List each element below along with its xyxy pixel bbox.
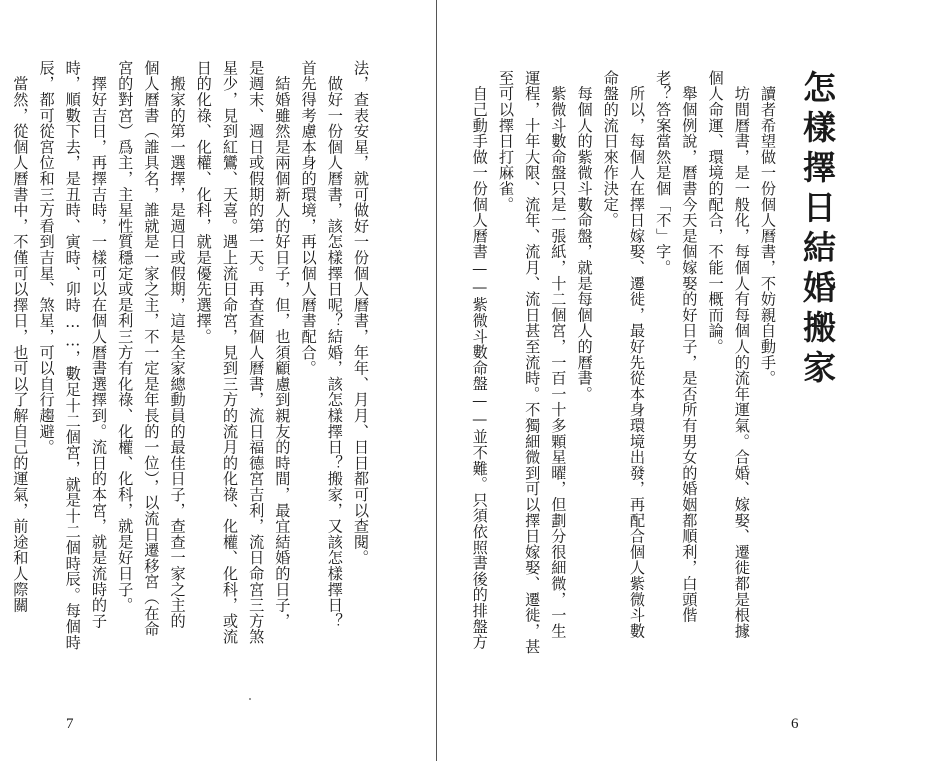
text-line: 命盤的流日來作決定。 <box>601 70 620 228</box>
text-line: 日的化祿、化權、化科，就是優先選擇。 <box>194 60 213 345</box>
text-line: 首先得考慮本身的環境，再以個人曆書配合。 <box>299 60 318 376</box>
text-line: 紫微斗數命盤只是一張紙，十二個宮，一百一十多顆星曜，但劃分很細微，一生 <box>549 70 568 639</box>
left-page <box>0 0 436 761</box>
page-number-right: 6 <box>791 716 799 732</box>
text-line: 自己動手做一份個人曆書——紫微斗數命盤——並不難。只須依照書後的排盤方 <box>470 70 489 650</box>
left-page-body-text <box>7 60 374 700</box>
text-line: 所以，每個人在擇日嫁娶、遷徙，最好先從本身環境出發，再配合個人紫微斗數 <box>627 70 646 639</box>
text-line: 擇好吉日，再擇吉時，一樣可以在個人曆書選擇到。流日的本宮，就是流時的子 <box>89 60 108 629</box>
text-line: 運程，十年大限、流年、流月、流日甚至流時。不獨細微到可以擇日嫁娶、遷徙，甚 <box>523 70 542 655</box>
text-line: 是週末、週日或假期的第一天。再查查個人曆書，流日福德宮吉利，流日命宮三方煞 <box>247 60 266 645</box>
text-line: 法，查表安星，就可做好一份個人曆書，年年、月月、日日都可以查閱。 <box>352 60 370 566</box>
chapter-title: 怎樣擇日結婚搬家 <box>798 70 837 390</box>
text-line: 舉個例說，曆書今天是個嫁娶的好日子，是否所有男女的婚姻都順利，白頭偕 <box>680 70 699 623</box>
text-line: 當然，從個人曆書中，不僅可以擇日，也可以了解自己的運氣，前途和人際關 <box>11 60 30 613</box>
text-line: 做好一份個人曆書，該怎樣擇日呢？結婚，該怎樣擇日？搬家，又該怎樣擇日？ <box>325 60 344 629</box>
right-page-body-text <box>467 70 845 710</box>
text-line: 個人曆書（誰具名，誰就是一家之主，不一定是年長的一位），以流日遷移宮（在命 <box>142 60 161 637</box>
text-line: 搬家的第一選擇，是週日或假期，這是全家總動員的最佳日子，查查一家之主的 <box>168 60 187 629</box>
text-line: 個人命運、環境的配合，不能一概而論。 <box>706 70 725 355</box>
text-line: 時，順數下去，是丑時、寅時、卯時……，數足十二個宮，就是十二個時辰。每個時 <box>63 60 82 651</box>
text-line: 辰，都可從宮位和三方看到吉星、煞星，可以自行趨避。 <box>37 60 56 455</box>
scan-speck <box>249 698 251 700</box>
text-line: 讀者希望做一份個人曆書，不妨親自動手。 <box>759 70 777 386</box>
text-line: 每個人的紫微斗數命盤，就是每個人的曆書。 <box>575 70 594 402</box>
text-line: 結婚雖然是兩個新人的好日子，但，也須顧慮到親友的時間，最宜結婚的日子， <box>273 60 292 629</box>
text-line: 星少，見到紅鸞、天喜。遇上流日命宮，見到三方的流月的化祿、化權、化科，或流 <box>220 60 239 645</box>
right-page <box>437 0 927 761</box>
text-line: 老？答案當然是個「不」字。 <box>654 70 673 276</box>
page-number-left: 7 <box>66 716 74 732</box>
text-line: 宮的對宮）爲主，主星性質穩定或是利三方有化祿、化權、化科，就是好日子。 <box>116 60 135 613</box>
text-line: 坊間曆書，是一般化，每個人有每個人的流年運氣。合婚、嫁娶、遷徙都是根據 <box>732 70 751 639</box>
text-line: 至可以擇日打麻雀。 <box>496 70 515 213</box>
